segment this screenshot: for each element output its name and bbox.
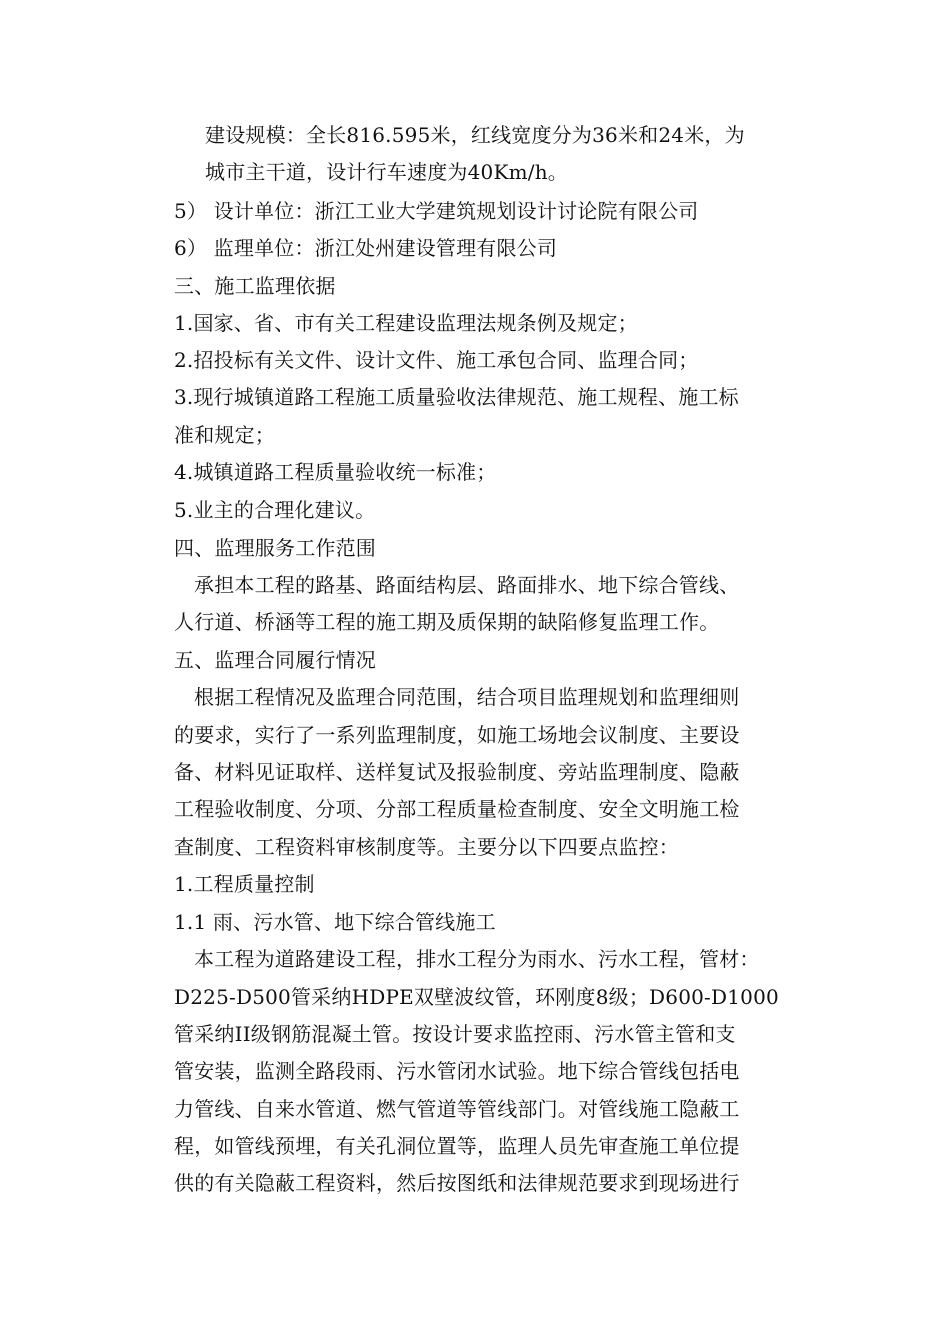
supervision-unit-line: 6） 监理单位：浙江处州建设管理有限公司 (174, 236, 558, 260)
basis-item-3: 3.现行城镇道路工程施工质量验收法律规范、施工规程、施工标 (174, 385, 739, 409)
subheading-quality-control: 1.工程质量控制 (174, 872, 315, 896)
basis-item-1: 1.国家、省、市有关工程建设监理法规条例及规定； (174, 311, 638, 335)
pipeline-paragraph-line: 本工程为道路建设工程，排水工程分为雨水、污水工程，管材： (194, 947, 760, 971)
contract-paragraph-line: 查制度、工程资料审核制度等。主要分以下四要点监控： (174, 835, 679, 859)
basis-item-5: 5.业主的合理化建议。 (174, 498, 376, 522)
section-heading-4: 四、监理服务工作范围 (174, 536, 376, 560)
scope-paragraph-line: 人行道、桥涵等工程的施工期及质保期的缺陷修复监理工作。 (174, 610, 720, 634)
section-heading-3: 三、施工监理依据 (174, 274, 336, 298)
pipeline-paragraph-line: D225-D500管采纳HDPE双壁波纹管，环刚度8级；D600-D1000 (174, 985, 779, 1009)
contract-paragraph-line: 备、材料见证取样、送样复试及报验制度、旁站监理制度、隐蔽 (174, 760, 740, 784)
pipeline-paragraph-line: 力管线、自来水管道、燃气管道等管线部门。对管线施工隐蔽工 (174, 1097, 740, 1121)
contract-paragraph-line: 工程验收制度、分项、分部工程质量检查制度、安全文明施工检 (174, 797, 740, 821)
section-heading-5: 五、监理合同履行情况 (174, 648, 376, 672)
subheading-pipeline: 1.1 雨、污水管、地下综合管线施工 (174, 910, 496, 934)
pipeline-paragraph-line: 程，如管线预埋，有关孔洞位置等，监理人员先审查施工单位提 (174, 1134, 740, 1158)
scale-line-continued: 城市主干道，设计行车速度为40Km/h。 (205, 160, 568, 184)
basis-item-4: 4.城镇道路工程质量验收统一标准； (174, 460, 497, 484)
pipeline-paragraph-line: 管安装，监测全路段雨、污水管闭水试验。地下综合管线包括电 (174, 1059, 740, 1083)
basis-item-3-continued: 准和规定； (174, 423, 275, 447)
scale-line: 建设规模：全长816.595米，红线宽度分为36米和24米，为 (205, 123, 745, 147)
pipeline-paragraph-line: 管采纳II级钢筋混凝土管。按设计要求监控雨、污水管主管和支 (174, 1022, 736, 1046)
design-unit-line: 5） 设计单位：浙江工业大学建筑规划设计讨论院有限公司 (174, 199, 699, 223)
basis-item-2: 2.招投标有关文件、设计文件、施工承包合同、监理合同； (174, 348, 699, 372)
contract-paragraph-line: 的要求，实行了一系列监理制度，如施工场地会议制度、主要设 (174, 723, 740, 747)
scope-paragraph-line: 承担本工程的路基、路面结构层、路面排水、地下综合管线、 (194, 573, 740, 597)
pipeline-paragraph-line: 供的有关隐蔽工程资料，然后按图纸和法律规范要求到现场进行 (174, 1171, 740, 1195)
contract-paragraph-line: 根据工程情况及监理合同范围，结合项目监理规划和监理细则 (194, 685, 740, 709)
